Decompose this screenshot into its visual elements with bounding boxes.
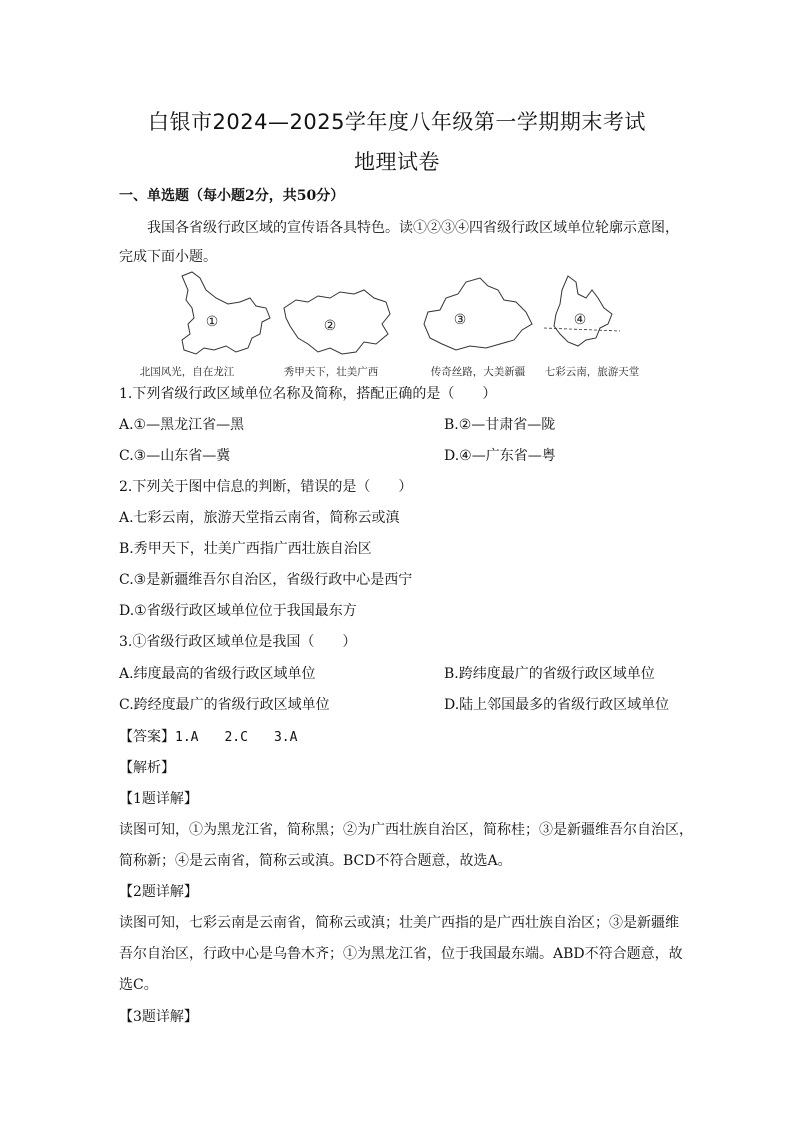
yunnan-outline-map (538, 268, 634, 364)
detail-1-line-2: 简称新；④是云南省，简称云或滇。BCD不符合题意，故选A。 (119, 853, 512, 869)
q2-stem: 2.下列关于图中信息的判断，错误的是（ ） (119, 479, 413, 495)
detail-2-line-3: 选C。 (119, 977, 158, 993)
map-caption-1: 北国风光，自在龙江 (139, 366, 235, 378)
q3-option-d: D.陆上邻国最多的省级行政区域单位 (444, 697, 670, 713)
analysis-label: 【解析】 (119, 760, 175, 776)
detail-1-label: 【1题详解】 (119, 791, 198, 807)
answer-values: 1.A 2.C 3.A (175, 730, 298, 745)
q3-option-c: C.跨经度最广的省级行政区域单位 (119, 697, 330, 713)
q2-option-a: A.七彩云南，旅游天堂指云南省，简称云或滇 (119, 510, 400, 526)
q3-option-b: B.跨纬度最广的省级行政区域单位 (444, 666, 655, 682)
map-caption-3: 传奇丝路，大美新疆 (430, 366, 526, 378)
xinjiang-outline-map (416, 268, 538, 364)
map-caption-2: 秀甲天下，壮美广西 (283, 366, 379, 378)
guangxi-outline-map (278, 268, 396, 364)
q3-option-a: A.纬度最高的省级行政区域单位 (119, 666, 316, 682)
section-heading: 一、单选题（每小题2分，共50分） (119, 188, 345, 204)
map-caption-4: 七彩云南，旅游天堂 (544, 366, 640, 378)
map-marker-1: ① (205, 314, 219, 330)
detail-2-line-1: 读图可知，七彩云南是云南省，简称云或滇；壮美广西指的是广西壮族自治区；③是新疆维 (119, 915, 679, 931)
map-marker-4: ④ (573, 312, 587, 328)
intro-line-1: 我国各省级行政区域的宣传语各具特色。读①②③④四省级行政区域单位轮廓示意图， (147, 220, 679, 236)
q3-stem: 3.①省级行政区域单位是我国（ ） (119, 634, 357, 650)
q2-option-b: B.秀甲天下，壮美广西指广西壮族自治区 (119, 541, 372, 557)
q2-option-d: D.①省级行政区域单位位于我国最东方 (119, 603, 357, 619)
detail-2-label: 【2题详解】 (119, 884, 198, 900)
q1-option-c: C.③—山东省—冀 (119, 448, 231, 464)
q1-option-a: A.①—黑龙江省—黑 (119, 417, 245, 433)
answer-line (119, 727, 297, 748)
heilongjiang-outline-map (170, 268, 282, 364)
exam-subtitle: 地理试卷 (354, 150, 440, 174)
detail-1-line-1: 读图可知，①为黑龙江省，简称黑；②为广西壮族自治区，简称桂；③是新疆维吾尔自治区， (119, 822, 693, 838)
detail-2-line-2: 吾尔自治区，行政中心是乌鲁木齐；①为黑龙江省，位于我国最东端。ABD不符合题意，故 (119, 946, 683, 962)
map-marker-3: ③ (453, 312, 467, 328)
q1-stem: 1.下列省级行政区域单位名称及简称，搭配正确的是（ ） (119, 386, 497, 402)
q1-option-d: D.④—广东省—粤 (444, 448, 556, 464)
answer-label: 【答案】 (119, 729, 175, 745)
q1-option-b: B.②—甘肃省—陇 (444, 417, 556, 433)
detail-3-label: 【3题详解】 (119, 1009, 198, 1025)
map-marker-2: ② (323, 318, 337, 334)
q2-option-c: C.③是新疆维吾尔自治区，省级行政中心是西宁 (119, 572, 413, 588)
intro-line-2: 完成下面小题。 (119, 249, 217, 265)
exam-title: 白银市2024—2025学年度八年级第一学期期末考试 (148, 110, 646, 134)
